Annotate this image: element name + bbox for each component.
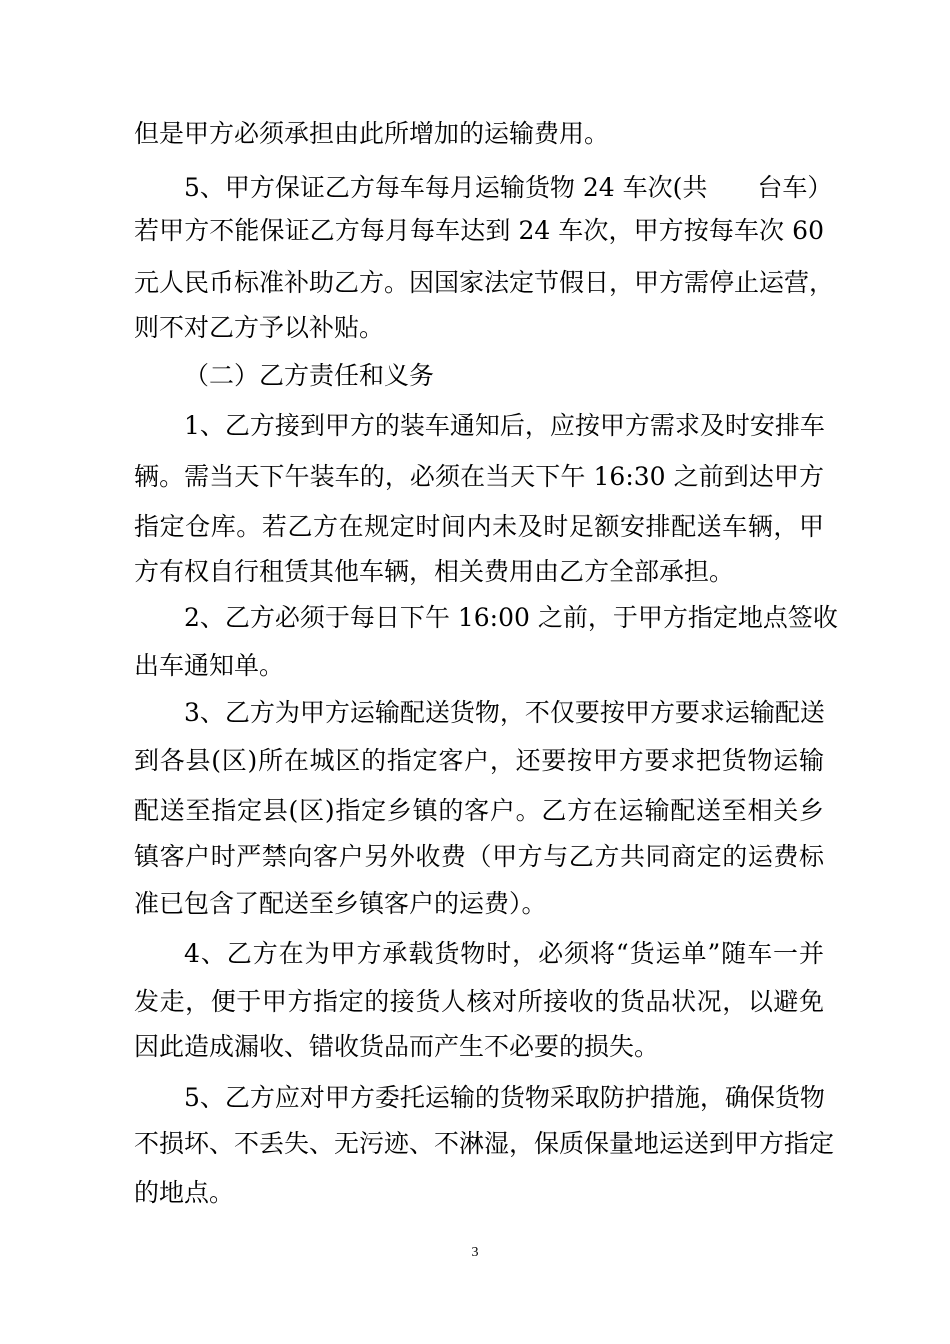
text-line: 的地点。 [134, 1178, 235, 1207]
text-line: 配送至指定县(区)指定乡镇的客户。乙方在运输配送至相关乡 [134, 796, 824, 825]
text-line: 5、甲方保证乙方每车每月运输货物 24 车次(共 台车） [184, 173, 833, 202]
text-line: 辆。需当天下午装车的，必须在当天下午 16:30 之前到达甲方 [134, 462, 824, 491]
text-line: 发走，便于甲方指定的接货人核对所接收的货品状况，以避免 [134, 987, 824, 1016]
text-line: 2、乙方必须于每日下午 16:00 之前，于甲方指定地点签收 [184, 603, 838, 632]
text-line: 因此造成漏收、错收货品而产生不必要的损失。 [134, 1032, 660, 1061]
text-line: 则不对乙方予以补贴。 [134, 313, 385, 342]
text-line: 方有权自行租赁其他车辆，相关费用由乙方全部承担。 [134, 557, 735, 586]
text-line: 但是甲方必须承担由此所增加的运输费用。 [134, 119, 610, 148]
text-line: 不损坏、不丢失、无污迹、不淋湿，保质保量地运送到甲方指定 [134, 1129, 835, 1158]
page-number: 3 [471, 1245, 479, 1260]
text-line: 到各县(区)所在城区的指定客户，还要按甲方要求把货物运输 [134, 746, 824, 775]
text-line: 镇客户时严禁向客户另外收费（甲方与乙方共同商定的运费标 [134, 842, 824, 871]
text-line: 3、乙方为甲方运输配送货物，不仅要按甲方要求运输配送 [184, 698, 825, 727]
text-line: 5、乙方应对甲方委托运输的货物采取防护措施，确保货物 [184, 1083, 825, 1112]
text-line: 4、乙方在为甲方承载货物时，必须将“货运单”随车一并 [184, 939, 824, 968]
text-line: 指定仓库。若乙方在规定时间内未及时足额安排配送车辆，甲 [134, 512, 824, 541]
text-line: 出车通知单。 [134, 651, 285, 680]
text-line: 若甲方不能保证乙方每月每车达到 24 车次，甲方按每车次 60 [134, 216, 824, 245]
section-heading: （二）乙方责任和义务 [184, 361, 435, 390]
text-line: 准已包含了配送至乡镇客户的运费）。 [134, 889, 547, 918]
text-line: 1、乙方接到甲方的装车通知后，应按甲方需求及时安排车 [184, 411, 825, 440]
text-line: 元人民币标准补助乙方。因国家法定节假日，甲方需停止运营， [134, 268, 835, 297]
